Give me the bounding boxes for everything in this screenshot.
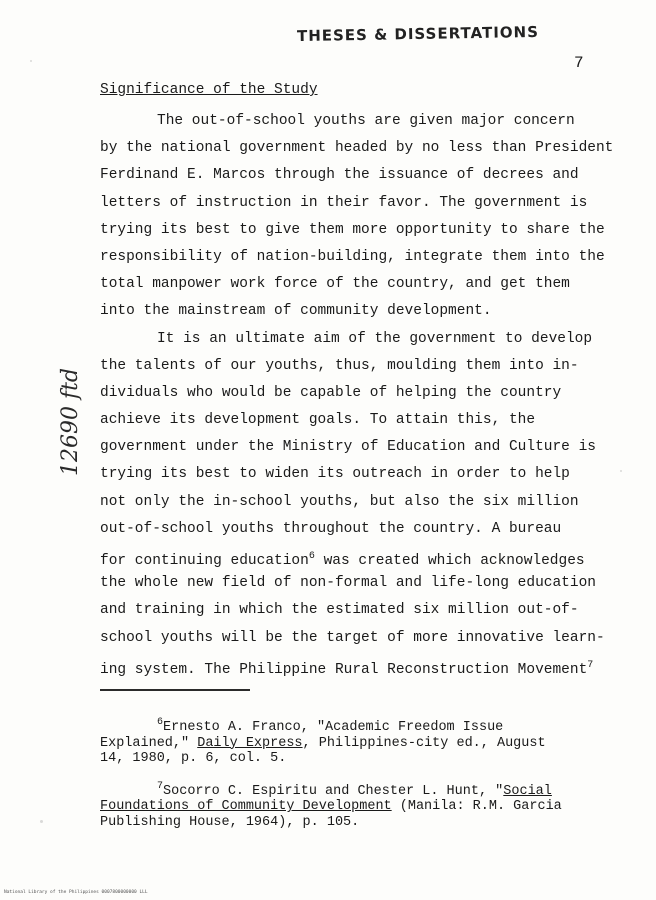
body-line: out-of-school youths throughout the country. A bureau — [100, 520, 562, 537]
body-line-part: was created which acknowledges — [323, 553, 585, 569]
footnote-line: 14, 1980, p. 6, col. 5. — [100, 751, 287, 766]
body-line: into the mainstream of community development. — [100, 303, 492, 320]
body-line: government under the Ministry of Education and Culture is — [100, 439, 596, 456]
body-line: achieve its development goals. To attain this, the — [100, 412, 536, 429]
page-number: 7 — [574, 54, 584, 72]
body-line: trying its best to widen its outreach in order to help — [100, 466, 570, 483]
footnote-divider — [100, 689, 250, 691]
publication-title: Daily Express — [197, 735, 303, 751]
body-line: responsibility of nation-building, integrate them into the — [100, 248, 605, 265]
footnote-mark-6: 6 — [308, 551, 315, 562]
body-line: It is an ultimate aim of the government to develop — [157, 330, 593, 347]
footnote-line — [100, 779, 620, 800]
body-line: the talents of our youths, thus, moulding them into in- — [100, 357, 579, 374]
footnote-text: (Manila: R.M. Garcia — [391, 799, 562, 814]
section-heading: Significance of the Study — [100, 82, 318, 98]
paper-speck — [30, 60, 32, 62]
body-line: not only the in-school youths, but also the six million — [100, 493, 579, 510]
paper-speck — [40, 820, 43, 823]
footnotes — [100, 715, 620, 842]
body-line: the whole new field of non-formal and life-long education — [100, 575, 596, 592]
scan-footer: National Library of the Philippines 0007800000000 LLL — [4, 890, 148, 895]
footnote-text: Socorro C. Espiritu and Chester L. Hunt, " — [163, 783, 504, 799]
body-line: The out-of-school youths are given major concern — [157, 113, 575, 129]
theses-dissertations-stamp: THESES & DISSERTATIONS — [296, 22, 540, 46]
footnote-line — [100, 799, 620, 815]
footnote-line — [100, 715, 620, 736]
body-line — [100, 652, 600, 679]
body-line: trying its best to give them more opportunity to share the — [100, 221, 605, 238]
book-title: Social — [503, 783, 552, 799]
body-line-part: ing system. The Philippine Rural Reconstruction Movement — [100, 661, 588, 678]
footnote-number: 7 — [157, 780, 164, 792]
body-line-part: for continuing education — [100, 553, 309, 569]
body-text — [100, 108, 614, 679]
footnote-text: , Philippines-city ed., August — [302, 735, 546, 751]
paper-speck — [620, 470, 622, 472]
footnote-7 — [100, 779, 620, 831]
body-line: Ferdinand E. Marcos through the issuance of decrees and — [100, 167, 579, 184]
footnote-line: Publishing House, 1964), p. 105. — [100, 814, 360, 830]
body-line: and training in which the estimated six million out-of- — [100, 602, 579, 619]
footnote-number: 6 — [157, 717, 164, 728]
footnote-text: Explained," — [100, 735, 198, 751]
body-line: total manpower work force of the country, and get them — [100, 276, 570, 293]
body-line: by the national government headed by no less than President — [100, 140, 614, 157]
body-line — [100, 543, 600, 570]
handwritten-margin-note: 12690 ftd — [58, 368, 83, 477]
body-line: school youths will be the target of more innovative learn- — [100, 629, 605, 646]
footnote-text: Ernesto A. Franco, "Academic Freedom Issue — [163, 720, 504, 735]
footnote-line — [100, 736, 620, 752]
footnote-mark-7: 7 — [587, 659, 594, 671]
book-title: Foundations of Community Development — [100, 799, 392, 814]
footnote-6 — [100, 715, 620, 767]
body-line: dividuals who would be capable of helping the country — [100, 384, 562, 401]
body-line: letters of instruction in their favor. The government is — [100, 194, 588, 211]
